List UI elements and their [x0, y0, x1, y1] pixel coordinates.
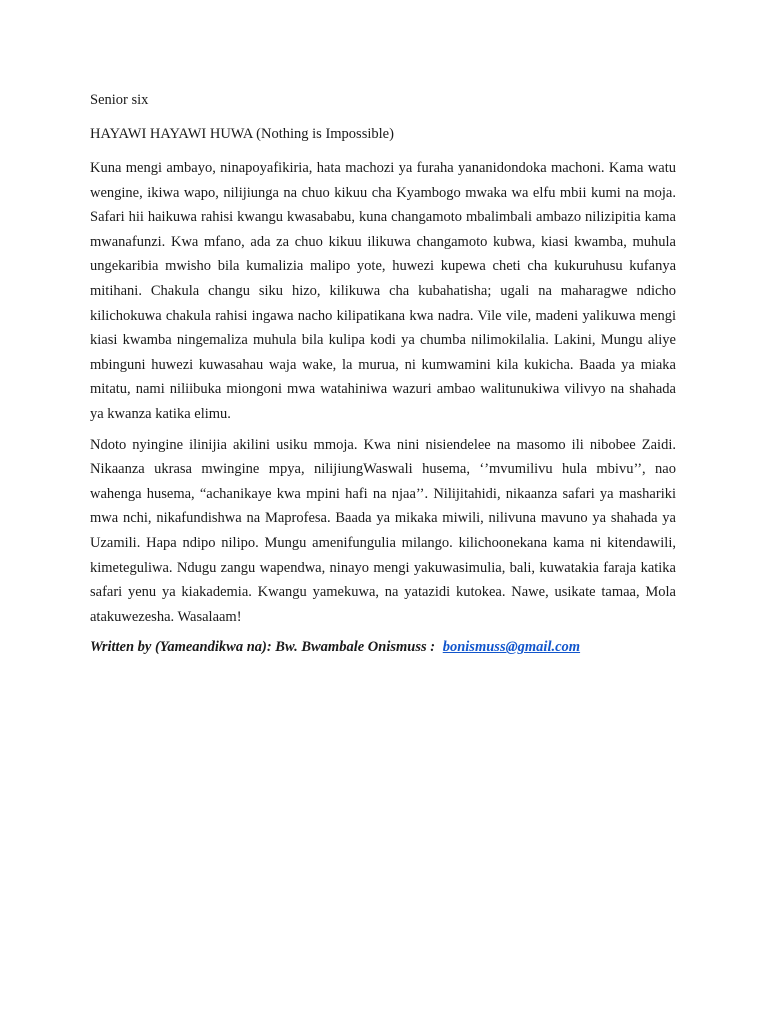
essay-title: HAYAWI HAYAWI HUWA (Nothing is Impossible): [90, 126, 394, 142]
author-signature: [90, 635, 676, 659]
author-credit: Written by (Yameandikwa na): Bw. Bwambale Onismuss :: [90, 639, 436, 656]
document-page: [90, 88, 676, 659]
paragraph-2: Ndoto nyingine ilinijia akilini usiku mmoja. Kwa nini nisiendelee na masomo ili nibobee Zaidi. Nikaanza ukrasa mwingine mpya, nilijiungWaswali husema, ‘’mvumilivu hula mbivu’’, nao wahenga husema, “achanikaye kwa mpini hafi na njaa’’. Nilijitahidi, nikaanza safari ya mashariki mwa nchi, nikafundishwa na Maprofesa. Baada ya mikaka miwili, nilivuna mavuno ya shahada ya Uzamili. Hapa ndipo nilipo. Mungu amenifungulia milango. kilichoonekana kama ni kitendawili, kimeteguliwa. Ndugu zangu wapendwa, ninayo mengi yakuwasimulia, bali, kuwatakia faraja katika safari yenu ya kiakademia. Kwangu yamekuwa, na yatazidi kutokea. Nawe, usikate tamaa, Mola atakuwezesha. Wasalaam!: [90, 436, 676, 625]
author-email-link[interactable]: bonismuss@gmail.com: [442, 639, 581, 656]
class-level: Senior six: [90, 92, 149, 108]
paragraph-1: Kuna mengi ambayo, ninapoyafikiria, hata machozi ya furaha yananidondoka machoni. Kama watu wengine, ikiwa wapo, nilijiunga na chuo kikuu cha Kyambogo mwaka wa elfu mbii kumi na moja. Safari hii haikuwa rahisi kwangu kwasababu, kuna changamoto mbalimbali ambazo nilizipitia kama mwanafunzi. Kwa mfano, ada za chuo kikuu ilikuwa changamoto kubwa, kiasi kwamba, muhula ungekaribia mwisho bila kumalizia malipo yote, huwezi kupewa cheti cha kukuruhusu kufanya mitihani. Chakula changu siku hizo, kilikuwa cha kubahatisha; ugali na maharagwe ndicho kilichokuwa chakula rahisi ingawa nacho kilipatikana kwa nadra. Vile vile, madeni yalikuwa mengi kiasi kwamba ningemaliza muhula bila kulipa kodi ya chumba nilimokilalia. Lakini, Mungu aliye mbinguni huwezi kuwasahau waja wake, la murua, ni kumwamini kila kukicha. Baada ya miaka mitatu, nami niliibuka miongoni mwa watahiniwa wazuri ambao walitunukiwa vilivyo na shahada ya kwanza katika elimu.: [90, 160, 676, 422]
